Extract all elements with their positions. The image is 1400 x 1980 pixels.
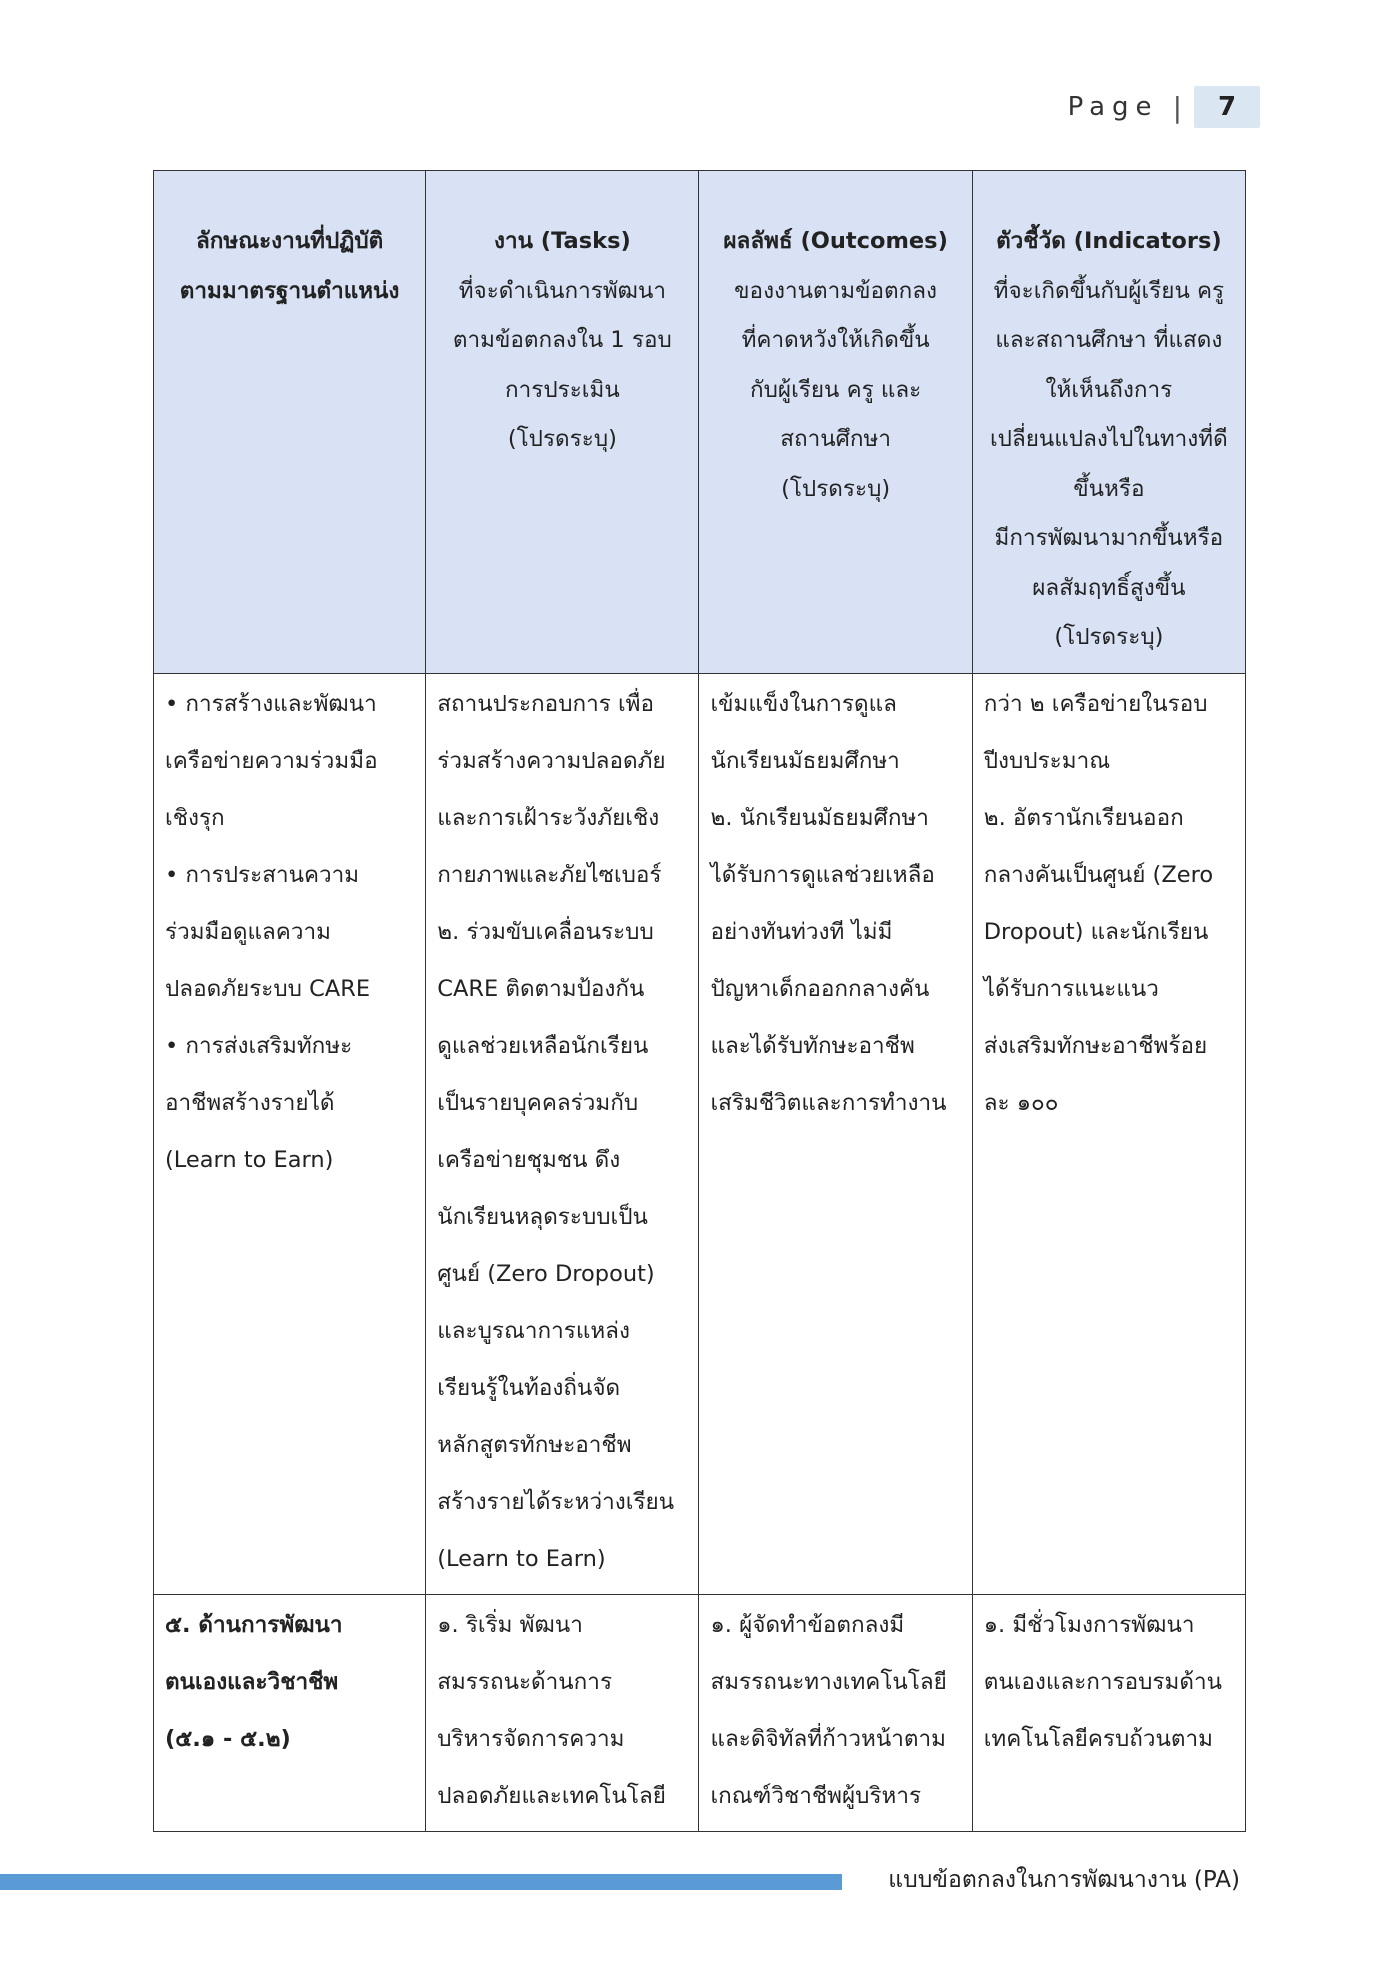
header-line: เปลี่ยนแปลงไปในทางที่ดี [989,426,1228,452]
cell-line: เรียนรู้ในท้องถิ่นจัด [437,1374,621,1401]
header-indicators [972,171,1245,674]
cell-line: ๕. ด้านการพัฒนา [165,1611,343,1638]
cell-line: • การประสานความ [165,861,360,888]
cell-tasks [426,673,699,1594]
header-line: งาน (Tasks) [493,228,631,254]
cell-line: ๒. นักเรียนมัธยมศึกษา [710,804,929,831]
header-line: (โปรดระบุ) [507,426,617,452]
header-line: (โปรดระบุ) [1054,624,1164,650]
cell-line: ส่งเสริมทักษะอาชีพร้อย [983,1032,1208,1059]
cell-line: สมรรถนะทางเทคโนโลยี [710,1668,947,1695]
cell-work-characteristics [154,673,426,1594]
cell-line: ปัญหาเด็กออกกลางคัน [710,975,930,1002]
header-line: ลักษณะงานที่ปฏิบัติ [195,228,384,254]
cell-outcomes [699,1594,972,1831]
cell-line: เป็นรายบุคคลร่วมกับ [437,1089,639,1116]
cell-line: เชิงรุก [165,804,225,831]
cell-line: (๕.๑ - ๕.๒) [165,1725,291,1752]
table-row [154,1594,1246,1831]
cell-line: อาชีพสร้างรายได้ [165,1089,335,1116]
cell-line: ๑. ริเริ่ม พัฒนา [437,1611,583,1638]
header-line: ที่คาดหวังให้เกิดขึ้น [741,327,930,353]
cell-line: และบูรณาการแหล่ง [437,1317,630,1344]
cell-line: • การส่งเสริมทักษะ [165,1032,353,1059]
cell-line: กว่า ๒ เครือข่ายในรอบ [983,690,1208,717]
header-outcomes [699,171,972,674]
cell-line: Dropout) และนักเรียน [983,918,1209,945]
cell-line: และการเฝ้าระวังภัยเชิง [437,804,660,831]
cell-line: หลักสูตรทักษะอาชีพ [437,1431,632,1458]
header-line: และสถานศึกษา ที่แสดง [995,327,1223,353]
cell-line: ปีงบประมาณ [983,747,1111,774]
cell-line: ดูแลช่วยเหลือนักเรียน [437,1032,649,1059]
page-label: Page [1067,92,1159,122]
cell-line: CARE ติดตามป้องกัน [437,975,645,1002]
cell-line: สมรรถนะด้านการ [437,1668,613,1695]
cell-line: ได้รับการดูแลช่วยเหลือ [710,861,935,888]
cell-line: ละ ๑๐๐ [983,1089,1059,1116]
cell-work-characteristics [154,1594,426,1831]
pa-agreement-table [153,170,1246,1832]
header-line: กับผู้เรียน ครู และ [749,376,922,403]
cell-line: ศูนย์ (Zero Dropout) [437,1260,655,1287]
cell-line: นักเรียนมัธยมศึกษา [710,747,900,774]
cell-line: ๒. อัตรานักเรียนออก [983,804,1184,831]
cell-line: ได้รับการแนะแนว [983,975,1159,1002]
header-line: ผลสัมฤทธิ์สูงขึ้น [1032,574,1186,601]
table-header-row [154,171,1246,674]
cell-line: เสริมชีวิตและการทำงาน [710,1089,947,1116]
cell-line: สถานประกอบการ เพื่อ [437,690,655,717]
cell-line: นักเรียนหลุดระบบเป็น [437,1203,648,1230]
header-line: (โปรดระบุ) [781,475,891,502]
cell-line: เทคโนโลยีครบถ้วนตาม [983,1725,1213,1752]
cell-line: บริหารจัดการความ [437,1725,625,1752]
cell-line: (Learn to Earn) [165,1146,334,1173]
header-line: ตัวชี้วัด (Indicators) [996,228,1222,254]
page-separator: | [1172,90,1182,124]
cell-line: • การสร้างและพัฒนา [165,690,377,717]
footer-accent-bar [0,1874,842,1890]
cell-line: ๑. มีชั่วโมงการพัฒนา [983,1611,1195,1638]
cell-line: (Learn to Earn) [437,1545,606,1572]
header-line: ตามมาตรฐานตำแหน่ง [179,277,400,304]
cell-line: กลางคันเป็นศูนย์ (Zero [983,861,1214,888]
header-line: ที่จะดำเนินการพัฒนา [458,277,667,304]
header-line: ผลลัพธ์ (Outcomes) [723,228,948,254]
cell-line: ๑. ผู้จัดทำข้อตกลงมี [710,1611,905,1638]
page-number: 7 [1194,86,1260,128]
cell-line: อย่างทันท่วงที ไม่มี [710,918,893,945]
cell-tasks [426,1594,699,1831]
cell-line: ปลอดภัยระบบ CARE [165,975,371,1002]
cell-line: สร้างรายได้ระหว่างเรียน [437,1488,675,1515]
header-line: ของงานตามข้อตกลง [734,277,938,304]
header-tasks [426,171,699,674]
cell-line: ตนเองและการอบรมด้าน [983,1668,1222,1695]
cell-line: ตนเองและวิชาชีพ [165,1668,339,1695]
cell-line: กายภาพและภัยไซเบอร์ [437,861,662,888]
header-line: ให้เห็นถึงการ [1045,376,1173,403]
header-line: ตามข้อตกลงใน 1 รอบ [452,327,672,353]
cell-line: และดิจิทัลที่ก้าวหน้าตาม [710,1725,946,1752]
cell-line: ร่วมสร้างความปลอดภัย [437,747,666,774]
cell-line: เครือข่ายความร่วมมือ [165,747,378,774]
cell-outcomes [699,673,972,1594]
cell-indicators [972,1594,1245,1831]
cell-line: ๒. ร่วมขับเคลื่อนระบบ [437,918,654,945]
header-line: การประเมิน [505,376,620,403]
cell-line: ปลอดภัยและเทคโนโลยี [437,1782,666,1809]
header-line: มีการพัฒนามากขึ้นหรือ [994,525,1224,551]
header-line: สถานศึกษา [780,426,891,452]
footer-document-title: แบบข้อตกลงในการพัฒนางาน (PA) [888,1867,1240,1893]
cell-line: ร่วมมือดูแลความ [165,918,331,945]
header-line: ที่จะเกิดขึ้นกับผู้เรียน ครู [993,277,1225,304]
page-header [1068,86,1260,128]
cell-line: เครือข่ายชุมชน ดึง [437,1146,621,1173]
cell-indicators [972,673,1245,1594]
header-work-characteristics [154,171,426,674]
header-line: ขึ้นหรือ [1073,475,1145,502]
cell-line: และได้รับทักษะอาชีพ [710,1032,915,1059]
cell-line: เกณฑ์วิชาชีพผู้บริหาร [710,1782,922,1809]
table-row [154,673,1246,1594]
cell-line: เข้มแข็งในการดูแล [710,690,897,717]
